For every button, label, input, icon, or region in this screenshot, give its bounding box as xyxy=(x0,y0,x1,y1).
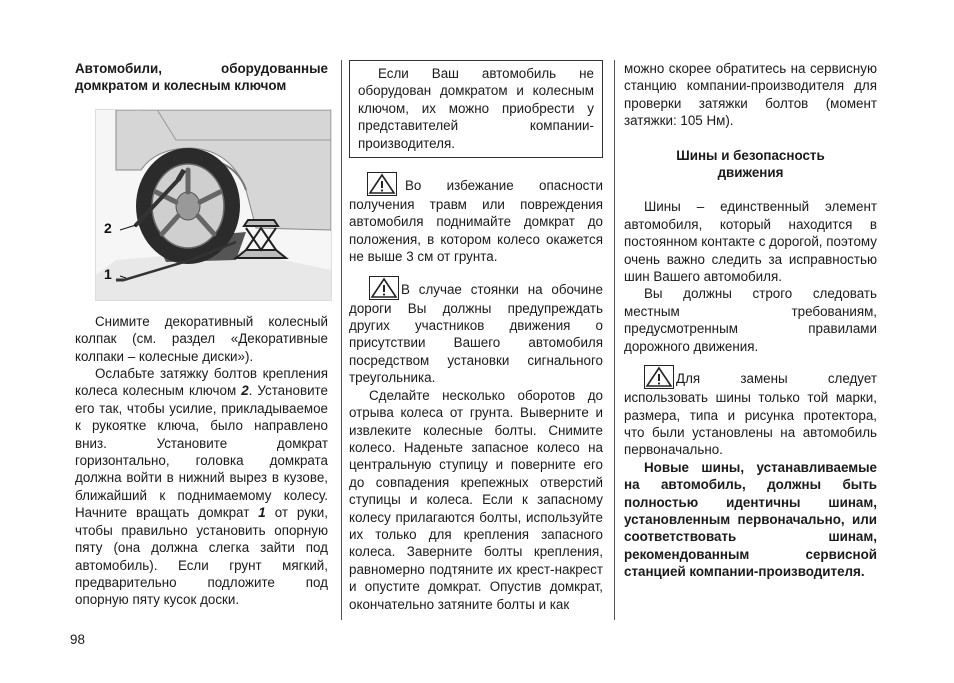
paragraph xyxy=(75,365,328,609)
warning-triangle-icon xyxy=(369,276,399,300)
callout-jack: 1 xyxy=(104,265,112,282)
column-2 xyxy=(349,60,603,613)
paragraph: можно скорее обратитесь на сервисную станцию компании-производителя для проверки затяжки болтов (момент затяжки: 105 Нм). xyxy=(624,61,877,129)
warning-triangle-icon xyxy=(367,172,397,196)
car-wheel-jack-drawing xyxy=(96,110,331,300)
callout-ref-jack: 1 xyxy=(258,505,266,521)
paragraph: Снимите декоративный колесный колпак (см. раздел «Декоративные колпаки – колесные диски»). xyxy=(75,313,328,364)
paragraph: Сделайте несколько оборотов до отрыва колеса от грунта. Выверните и извлеките колесные болты. Снимите колесо. Наденьте запасное колесо на центральную ступицу и поверните его до совпадения крепежных отверстий ступицы и колеса. Если к запасному колесу прилагаются болты, используйте их только для крепления запасного колеса. Заверните болты крепления, равномерно подтяните их крест-накрест и опустите домкрат. Опустив домкрат, окончательно затяните болты и как xyxy=(349,387,603,612)
page-number: 98 xyxy=(70,632,85,647)
section-heading: Шины и безопасность движения xyxy=(676,147,825,181)
column-divider xyxy=(614,60,615,620)
warning-paragraph xyxy=(624,365,877,459)
jack-illustration xyxy=(95,109,332,301)
bold-note: Новые шины, устанавливаемые на автомобиль, должны быть полностью идентичны шинам, установленным первоначально, или соответствовать шинам, рекомендованным сервисной станцией компании-производителя. xyxy=(624,459,877,580)
warning-paragraph xyxy=(349,172,603,266)
warning-text: В случае стоянки на обочине дороги Вы должны предупреждать других участников движения о присутствии Вашего автомобиля посредством установки сигнального треугольника. xyxy=(349,281,603,386)
warning-text: Во избежание опасности получения травм или повреждения автомобиля поднимайте домкрат до положения, в котором колесо окажется не выше 3 см от грунта. xyxy=(349,178,603,265)
paragraph-text: от руки, чтобы правильно установить опорную пяту (она должна слегка зайти под автомобиль). Если грунт мягкий, предварительно подложите под опорную пяту кусок доски. xyxy=(75,505,328,608)
warning-triangle-icon xyxy=(644,365,674,389)
paragraph: Шины – единственный элемент автомобиля, который находится в постоянном контакте с дорогой, поэтому очень важно следить за исправностью шин Вашего автомобиля. xyxy=(624,199,877,285)
callout-wrench: 2 xyxy=(104,219,112,236)
column-1 xyxy=(75,60,328,609)
paragraph-text: Ослабьте затяжку болтов крепления колеса колесным ключом xyxy=(75,366,328,399)
column-divider xyxy=(341,60,342,620)
warning-text: Для замены следует использовать шины только той марки, размера, типа и рисунка протектора, что были установлены на автомобиль первоначально. xyxy=(624,371,877,458)
paragraph-text: . Установите его так, чтобы усилие, прикладываемое к рукоятке ключа, было направлено вниз. Установите домкрат горизонтально, головка домкрата должна войти в нижний вырез в кузове, ближайший к поднимаемому колесу. Начните вращать домкрат xyxy=(75,383,328,521)
warning-paragraph xyxy=(349,276,603,387)
callout-ref-wrench: 2 xyxy=(241,383,249,399)
section-heading: Автомобили, оборудованные домкратом и колесным ключом xyxy=(75,61,328,94)
boxed-note: Если Ваш автомобиль не оборудован домкратом и колесным ключом, их можно приобрести у представителей компании-производителя. xyxy=(349,60,603,158)
column-3 xyxy=(624,60,877,581)
paragraph: Вы должны строго следовать местным требованиям, предусмотренным правилами дорожного движения. xyxy=(624,286,877,354)
